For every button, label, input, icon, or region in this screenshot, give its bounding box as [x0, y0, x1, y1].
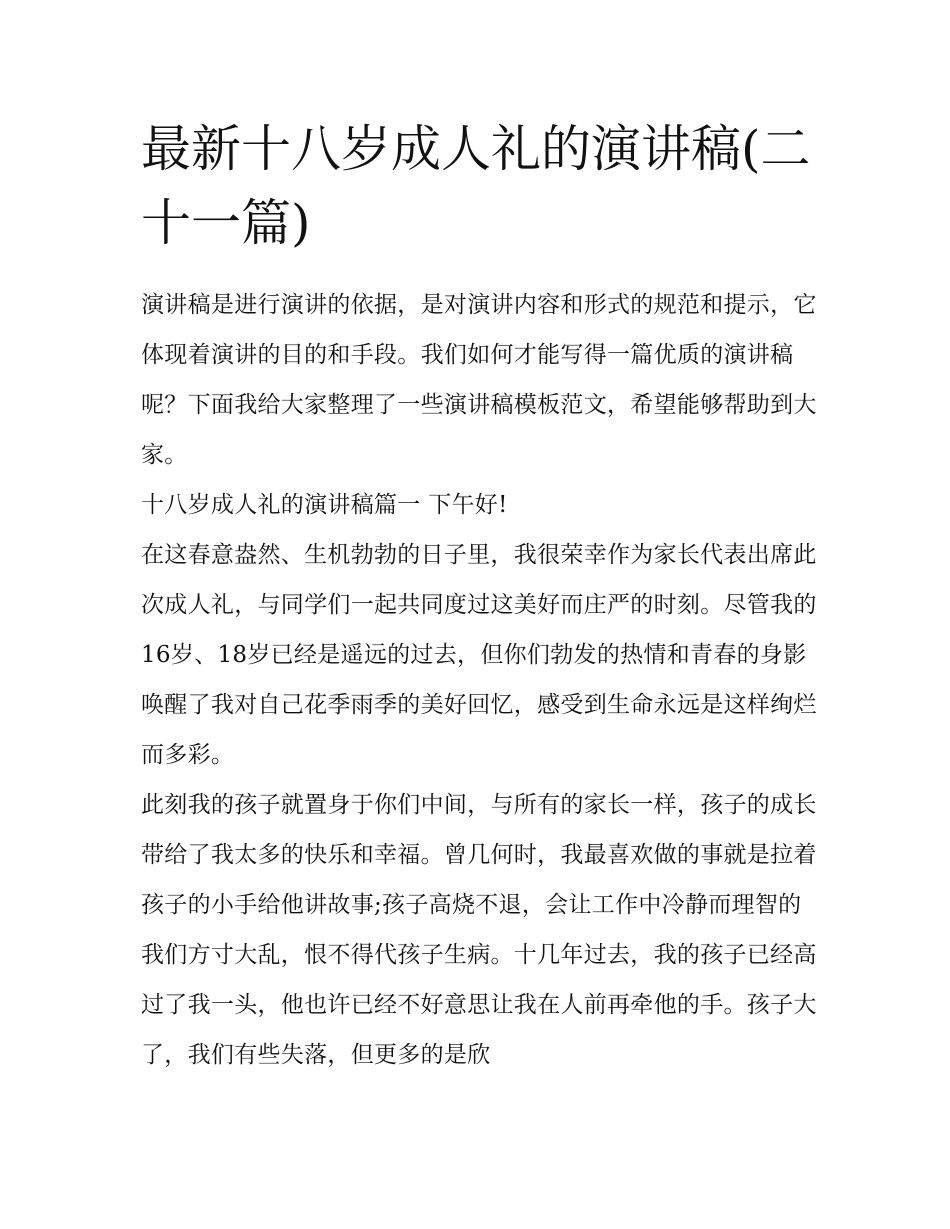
intro-paragraph: 演讲稿是进行演讲的依据，是对演讲内容和形式的规范和提示，它体现着演讲的目的和手段。我们如何才能写得一篇优质的演讲稿呢？下面我给大家整理了一些演讲稿模板范文，希望能够帮助到大家。	[141, 292, 817, 468]
section-heading-paragraph: 十八岁成人礼的演讲稿篇一 下午好!	[141, 492, 508, 518]
body-paragraph: 此刻我的孩子就置身于你们中间，与所有的家长一样，孩子的成长带给了我太多的快乐和幸福。曾几何时，我最喜欢做的事就是拉着孩子的小手给他讲故事;孩子高烧不退，会让工作中冷静而理智的我们方寸大乱，恨不得代孩子生病。十几年过去，我的孩子已经高过了我一头，他也许已经不好意思让我在人前再牵他的手。孩子大了，我们有些失落，但更多的是欣	[141, 792, 817, 1068]
body-paragraph: 在这春意盎然、生机勃勃的日子里，我很荣幸作为家长代表出席此次成人礼，与同学们一起共同度过这美好而庄严的时刻。尽管我的16岁、18岁已经是遥远的过去，但你们勃发的热情和青春的身影唤醒了我对自己花季雨季的美好回忆，感受到生命永远是这样绚烂而多彩。	[141, 542, 817, 768]
document-body	[141, 112, 817, 1080]
document-title: 最新十八岁成人礼的演讲稿(二十一篇)	[141, 120, 811, 252]
